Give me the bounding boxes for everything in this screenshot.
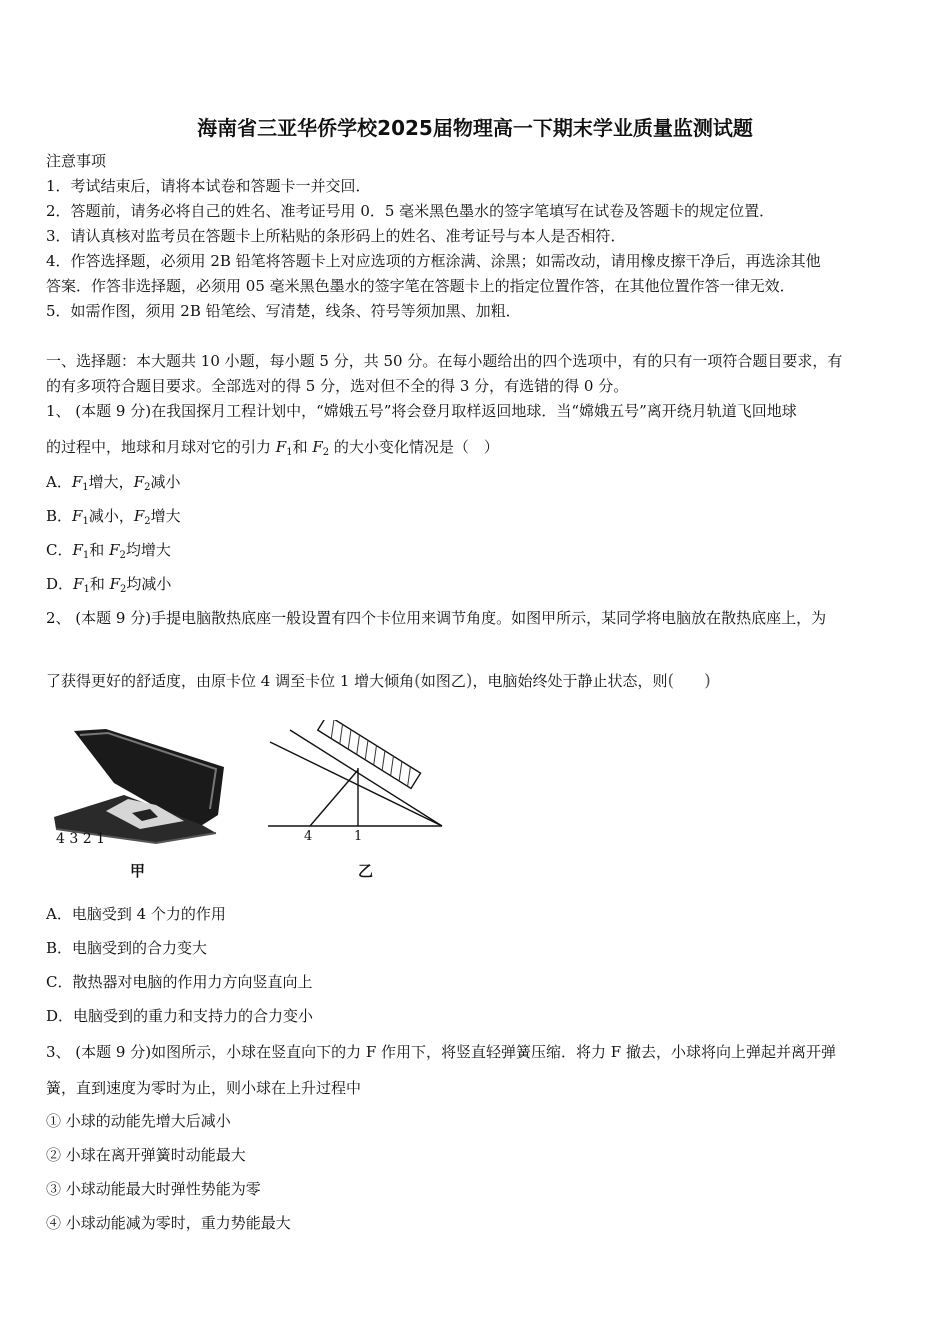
force-symbol: F [133,473,145,491]
q2-stem-text-b: 如图乙 [420,672,466,690]
option-text: 均增大 [125,541,171,559]
q1-stem-text-a: 的过程中，地球和月球对它的引力 [46,438,276,456]
paren-open: ( [414,671,421,691]
force-symbol: F [72,541,83,559]
q3-statement-2: ② 小球在离开弹簧时动能最大 [46,1146,246,1164]
option-label: A． [46,473,72,491]
q1-option-b[interactable] [46,505,181,533]
conjunction: 和 [89,575,110,593]
q1-stem-text-b: 的大小变化情况是（ ） [329,438,499,456]
option-text: 减小 [150,473,181,491]
figure-jia-cooling-stand [46,725,231,855]
subscript: 2 [322,447,330,458]
q2-stem-line-2 [46,670,711,692]
subscript: 1 [83,584,90,595]
option-text: 均减小 [126,575,172,593]
q3-stem-line-2: 簧，直到速度为零时为止，则小球在上升过程中 [46,1079,362,1097]
slot-4-mark: 4 [304,829,313,844]
force-symbol: F [133,507,145,525]
conjunction: 和 [89,541,110,559]
force-symbol: F [312,438,323,456]
subscript: 2 [119,550,126,561]
q3-stem-line-1: 3、 (本题 9 分)如图所示，小球在竖直向下的力 F 作用下，将竖直轻弹簧压缩．将力 F 撤去，小球将向上弹起并离开弹 [46,1043,836,1061]
subscript: 1 [286,447,293,458]
notice-item-4: 4．作答选择题，必须用 2B 铅笔将答题卡上对应选项的方框涂满、涂黑；如需改动，请用橡皮擦干净后，再选涂其他 [46,252,821,270]
section-intro-line-2: 的有多项符合题目要求。全部选对的得 5 分，选对但不全的得 3 分，有选错的得 0 分。 [46,377,629,395]
q2-stem-text-c: ，电脑始终处于静止状态，则 [472,672,668,690]
figure-jia-label: 甲 [130,862,146,880]
notice-heading: 注意事项 [46,152,107,170]
q2-option-c[interactable]: C．散热器对电脑的作用力方向竖直向上 [46,973,313,991]
section-intro-line-1: 一、选择题：本大题共 10 小题，每小题 5 分，共 50 分。在每小题给出的四个选项中，有的只有一项符合题目要求，有 [46,352,843,370]
notice-item-1: 1．考试结束后，请将本试卷和答题卡一并交回． [46,177,371,195]
option-text: 减小， [88,507,134,525]
force-symbol: F [73,575,84,593]
option-label: C． [46,541,73,559]
figure-yi-label: 乙 [358,862,374,880]
support-leg-4 [310,770,358,826]
force-symbol: F [71,473,83,491]
subscript: 2 [120,584,127,595]
force-symbol: F [109,575,121,593]
subscript: 1 [82,516,89,527]
option-text: 增大 [150,507,181,525]
q3-statement-1: ① 小球的动能先增大后减小 [46,1112,231,1130]
page-title: 海南省三亚华侨学校2025届物理高一下期末学业质量监测试题 [197,116,753,140]
notice-item-4-cont: 答案．作答非选择题，必须用 05 毫米黑色墨水的签字笔在答题卡上的指定位置作答，在其他位置作答一律无效． [46,277,795,295]
q2-stem-text-a: 了获得更好的舒适度，由原卡位 4 调至卡位 1 增大倾角 [46,672,415,690]
option-text: 增大， [88,473,134,491]
option-label: B． [46,507,73,525]
q3-statement-4: ④ 小球动能减为零时，重力势能最大 [46,1214,291,1232]
q1-option-a[interactable] [46,471,180,499]
laptop-body [318,720,421,788]
subscript: 1 [82,550,90,561]
figure-yi-incline-diagram [266,720,446,845]
stand-slot-numbers: 4 3 2 1 [56,831,105,847]
notice-item-5: 5．如需作图，须用 2B 铅笔绘、写清楚，线条、符号等须加黑、加粗． [46,302,521,320]
subscript: 2 [144,482,151,493]
notice-item-3: 3．请认真核对监考员在答题卡上所粘贴的条形码上的姓名、准考证号与本人是否相符． [46,227,626,245]
option-label: D． [46,575,74,593]
q1-stem-line-2 [46,436,499,464]
notice-item-2: 2．答题前，请务必将自己的姓名、准考证号用 0．5 毫米黑色墨水的签字笔填写在试卷及答题卡的规定位置． [46,202,775,220]
q1-option-d[interactable] [46,573,171,601]
force-symbol: F [275,438,287,456]
force-symbol: F [72,507,83,525]
q2-option-a[interactable]: A．电脑受到 4 个力的作用 [46,905,226,923]
subscript: 1 [82,482,89,493]
force-symbol: F [109,541,120,559]
answer-blank-close: ) [704,671,711,691]
conjunction: 和 [292,438,313,456]
q1-stem-line-1: 1、 (本题 9 分)在我国探月工程计划中，“嫦娥五号”将会登月取样返回地球．当“嫦娥五号”离开绕月轨道飞回地球 [46,402,797,420]
q3-statement-3: ③ 小球动能最大时弹性势能为零 [46,1180,261,1198]
q2-stem-line-1: 2、 (本题 9 分)手提电脑散热底座一般设置有四个卡位用来调节角度。如图甲所示，某同学将电脑放在散热底座上，为 [46,609,827,627]
subscript: 2 [144,516,151,527]
answer-blank-open: ( [667,671,675,691]
q2-option-b[interactable]: B．电脑受到的合力变大 [46,939,208,957]
q1-option-c[interactable] [46,539,171,567]
paren-close: ) [465,671,473,691]
q2-option-d[interactable]: D．电脑受到的重力和支持力的合力变小 [46,1007,314,1025]
slot-1-mark: 1 [354,829,363,844]
